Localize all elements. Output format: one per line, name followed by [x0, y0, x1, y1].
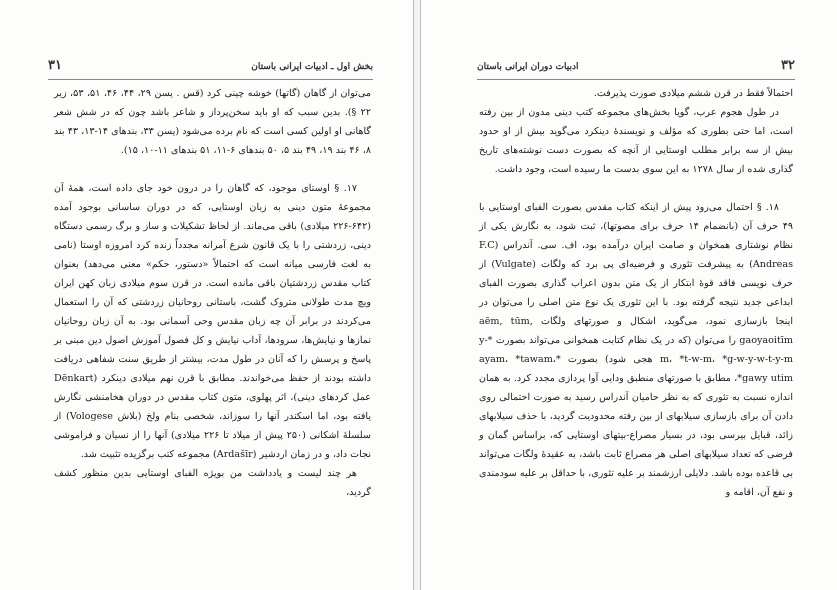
right-page	[421, 0, 837, 590]
page-number: ۳۱	[48, 58, 62, 73]
paragraph: می‌توان از گاهان (گاتها) خوشه چینی کرد (قس . یسن ۲۹، ۴۴، ۴۶، ۵۱، ۵۳، زیر ۲۲ ‎§‎). بدین سبب که او باید سخن‌پرداز و شاعر باشد چون که در شش شعر گاهانی او اولین کسی است که نام برده می‌شود (یسن ۳۳، بندهای ۱۴-۱۳، ۴۳ بند ۸، ۴۶ بند ۱۹، ۴۹ بند ۵، ۵۰ بندهای ۶-۱۱، ۵۱ بندهای ۱۱-۱۰، ۱۵).	[54, 88, 371, 156]
paragraph: ۱۸. ‎§‎ احتمال می‌رود پیش از اینکه کتاب مقدس بصورت الفبای اوستایی با ۴۹ حرف آن (بانضمام ۱۴ حرف برای مصوتها)، ثبت شود، به نگارش یکی از نظام نوشتاری همخوان و صامت ایران درآمده بود، اف. سی. آندراس (F.C Andreas) به پیشرفت تئوری و فرضیه‌ای پی برد که ولگات (Vulgate) از حرف نویسی فاقد قوهٔ ابتکار از یک متن بدون اعراب گذاری بصورت الفبای ابداعی جدید نتیجه گرفته بود. با این تئوری یک نوع متن اصلی را می‌توان در اینجا بازسازی نمود، می‌گوید، اشکال و صورتهای ولگات aēm, tūm, gaoyaoitīm را می‌توان (که در یک نظام کتابت همخوانی می‌تواند بصورت *y-m، *t-w-m، *g-w-y-w-t-y-m هجی شود) بصورت *ayam، *tawam، *gawy utim، مطابق با صورتهای منطبق ودایی آوا پردازی مجدد کرد. به همان اندازه نسبت به تئوری که به نظر حامیان آندراس رسید به صورت احتمالی روی دادن آن برای بازسازی سیلابهای از بین رفته محدودیت گردید، با حذف سیلابهای زائد، قبایل بیرسی بود، در بسیار مصراع-بیتهای اوستایی که، براساس گمان و فرضی که تعداد سیلابهای اصلی هر مصراع ثابت باشد، به عقیدهٔ ولگات می‌تواند بی قاعده بوده باشد. دلایلی ارزشمند بر علیه تئوری، با حداقل بر علیه سودمندی و نفع آن، اقامه و	[479, 202, 793, 498]
right-page-header	[477, 58, 795, 78]
paragraph: احتمالاً فقط در قرن ششم میلادی صورت پذیرفت.	[593, 88, 793, 99]
page-number: ۳۲	[781, 58, 795, 73]
header-rule	[48, 79, 373, 80]
left-page-body	[54, 84, 371, 502]
running-head: ادبیات دوران ایرانی باستان	[477, 62, 579, 72]
gutter-line	[413, 0, 414, 590]
right-page-body	[479, 84, 793, 502]
paragraph: در طول هجوم عرب، گویا بخش‌های مجموعه کتب دینی مدون از بین رفته است، اما حتی بطوری که مؤلف و نویسندهٔ دینکرد می‌گوید بیش از او حدود بیش از سه برابر مطلب اوستایی از آنچه که بصورت دست نوشته‌های تاریخ گذاری شده از سال ۱۲۷۸ به این سوی بدست ما رسیده است، وجود داشت.	[479, 107, 793, 175]
paragraph: ۱۷. ‎§‎ اوستای موجود، که گاهان را در درون خود جای داده است، همهٔ آن مجموعهٔ متون دینی به زبان اوستایی، که در دوران ساسانی بوجود آمده (۶۴۲-۲۲۶ میلادی) باقی می‌ماند. از لحاظ تشکیلات و ساز و برگ رسمی دستگاه دینی، زردشتی را با یک قانون شرع آمرانه مجدداً زنده کرد امروزه اوستا (نامی به لغت فارسی میانه است که احتمالاً «دستور، حکم» معنی می‌دهد) بعنوان کتاب مقدس زردشتیان باقی مانده است. در قرن سوم میلادی زبان کهن ایران ویچ مدت طولانی متروک گشت، باستانی روحانیان زردشتی که آن را استعمال می‌کردند در برابر آن چه زبان مقدس وحی آسمانی بود. به آن زبان روحانیان نمازها و نیایش‌ها، سرودها، آداب نیایش و کل فصول آموزش اصول دین مبنی بر پاسخ و پرسش را که آنان در طول مدت، بیشتر از طریق سنت شفاهی دریافت داشته بودند از حفظ می‌خواندند. مطابق با قرن نهم میلادی دینکرد (Dēnkart عمل کردهای دینی)، اثر پهلوی، متون کتاب مقدس در دوران هخامنشی نگارش یافته بود، اما اسکندر آنها را سوزاند، شخصی بنام ولخ (بلاش Vologese) از سلسلهٔ اشکانی (۲۵۰ پیش از میلاد تا ۲۲۶ میلادی) آنها را از نسیان و فراموشی نجات داد، و در زمان اردشیر (Ardašīr) مجموعه کتب برگزیده تثبیت شد.	[54, 183, 372, 460]
header-rule	[477, 79, 795, 80]
running-head: بخش اول ـ ادبیات ایرانی باستان	[251, 62, 373, 72]
left-page	[0, 0, 413, 590]
paragraph: هر چند لیست و یادداشت من بویژه الفبای اوستایی بدین منظور کشف گردید،	[54, 468, 371, 498]
left-page-header	[48, 58, 373, 78]
